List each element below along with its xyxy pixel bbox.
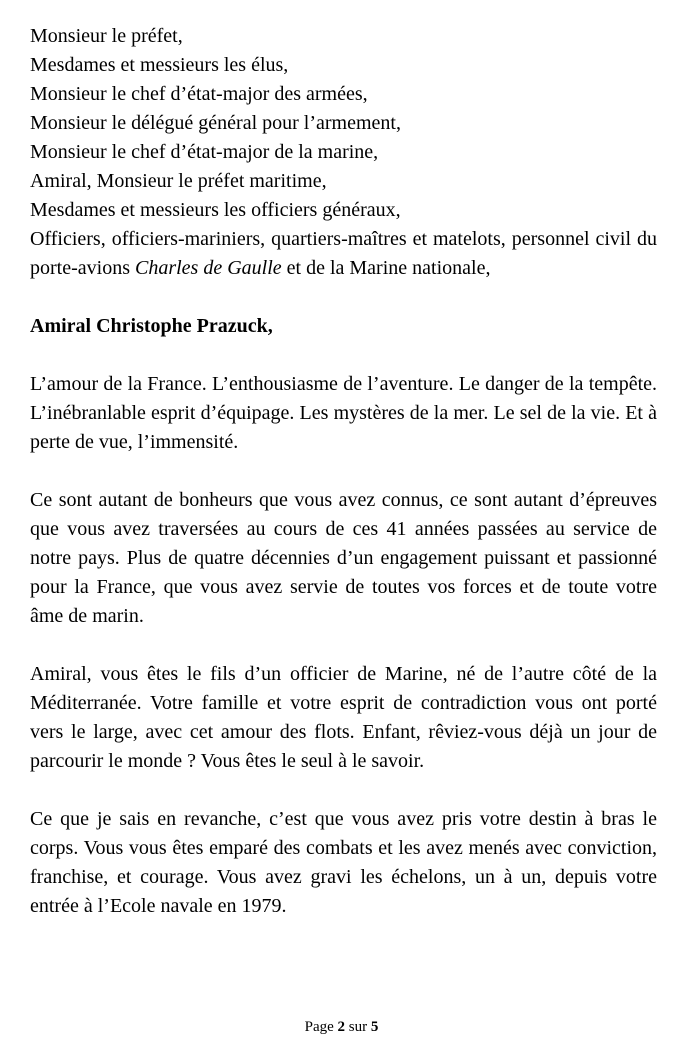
salutation-line: Monsieur le préfet,	[30, 25, 183, 47]
salutation-line: Mesdames et messieurs les officiers généraux,	[30, 199, 401, 221]
salutation-block	[30, 22, 657, 283]
body-paragraph: Ce sont autant de bonheurs que vous avez connus, ce sont autant d’épreuves que vous avez traversées au cours de ces 41 années passées au service de notre pays. Plus de quatre décennies d’un engagement puissant et passionné pour la France, que vous avez servie de toutes vos forces et de toute votre âme de marin.	[30, 489, 657, 627]
ship-name-italic: Charles de Gaulle	[134, 257, 282, 279]
body-paragraph: Ce que je sais en revanche, c’est que vous avez pris votre destin à bras le corps. Vous vous êtes emparé des combats et les avez menés avec conviction, franchise, et courage. Vous avez gravi les échelons, un à un, depuis votre entrée à l’Ecole navale en 1979.	[30, 808, 657, 917]
salutation-text-before-ship: Officiers, officiers-mariniers, quartiers-maîtres et matelots, personnel civil du porte-avions	[30, 228, 657, 279]
salutation-line-final	[30, 225, 657, 283]
body-paragraph: Amiral, vous êtes le fils d’un officier de Marine, né de l’autre côté de la Méditerranée. Votre famille et votre esprit de contradiction vous ont porté vers le large, avec cet amour des flots. Enfant, rêviez-vous déjà un jour de parcourir le monde ? Vous êtes le seul à le savoir.	[30, 663, 657, 772]
footer-page-number: 2	[337, 1019, 346, 1035]
body-paragraph: L’amour de la France. L’enthousiasme de l’aventure. Le danger de la tempête. L’inébranlable esprit d’équipage. Les mystères de la mer. Le sel de la vie. Et à perte de vue, l’immensité.	[30, 373, 657, 453]
footer-total-pages: 5	[370, 1019, 379, 1035]
salutation-text-after-ship: et de la Marine nationale,	[281, 257, 491, 279]
salutation-line: Monsieur le délégué général pour l’armement,	[30, 112, 401, 134]
footer-separator: sur	[348, 1019, 368, 1035]
addressee-heading: Amiral Christophe Prazuck,	[30, 315, 273, 337]
salutation-line: Amiral, Monsieur le préfet maritime,	[30, 170, 327, 192]
page-footer	[0, 1018, 683, 1036]
salutation-line: Monsieur le chef d’état-major des armées,	[30, 83, 368, 105]
footer-page-label: Page	[304, 1019, 334, 1035]
salutation-line: Mesdames et messieurs les élus,	[30, 54, 289, 76]
salutation-line: Monsieur le chef d’état-major de la marine,	[30, 141, 379, 163]
